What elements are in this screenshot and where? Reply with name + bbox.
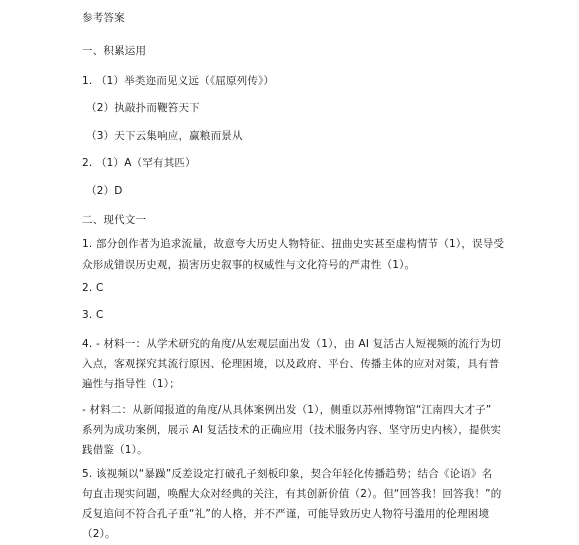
answer-text-5-line-2: 句直击现实问题，唤醒大众对经典的关注，有其创新价值（2）。但“回答我！回答我！”的 xyxy=(82,488,502,500)
answer-2-1: 2. （1）A（罕有其匹） xyxy=(82,157,196,169)
answer-text-5-line-3: 反复追问不符合孔子重“礼”的人格，并不严谨，可能导致历史人物符号滥用的伦理困境 xyxy=(82,508,490,520)
answer-text-1-line-1: 1. 部分创作者为追求流量，故意夸大历史人物特征、扭曲史实甚至虚构情节（1），误导受 xyxy=(82,238,505,250)
answer-text-5-line-4: （2）。 xyxy=(82,528,116,540)
answer-text-1-line-2: 众形成错误历史观，损害历史叙事的权威性与文化符号的严肃性（1）。 xyxy=(82,259,416,271)
answer-text-2: 2. C xyxy=(82,282,104,294)
answer-text-4a-line-2: 入点，客观探究其流行原因、伦理困境，以及政府、平台、传播主体的应对对策，具有普 xyxy=(82,358,500,370)
answer-text-4b-line-1: - 材料二：从新闻报道的角度/从具体案例出发（1），侧重以苏州博物馆“江南四大才子” xyxy=(82,404,492,416)
answer-text-4b-line-2: 系列为成功案例，展示 AI 复活技术的正确应用（技术服务内容、坚守历史内核），提供实 xyxy=(82,424,502,436)
answer-text-5-line-1: 5. 该视频以“暴躁”反差设定打破孔子刻板印象，契合年轻化传播趋势；结合《论语》名 xyxy=(82,468,493,480)
answer-1-2: （2）执敲扑而鞭笞天下 xyxy=(86,102,200,114)
section-heading-accumulation: 一、积累运用 xyxy=(82,45,147,57)
document-title: 参考答案 xyxy=(82,12,125,24)
answer-2-2: （2）D xyxy=(86,185,123,197)
answer-1-1: 1. （1）举类迩而见义远（《屈原列传》） xyxy=(82,75,275,87)
answer-1-3: （3）天下云集响应，赢粮而景从 xyxy=(86,130,243,142)
answer-text-3: 3. C xyxy=(82,309,104,321)
answer-text-4a-line-3: 遍性与指导性（1）； xyxy=(82,378,180,390)
answer-text-4b-line-3: 践借鉴（1）。 xyxy=(82,444,148,456)
section-heading-modern-text: 二、现代文一 xyxy=(82,214,147,226)
answer-text-4a-line-1: 4. - 材料一：从学术研究的角度/从宏观层面出发（1），由 AI 复活古人短视频的流行为切 xyxy=(82,338,502,350)
